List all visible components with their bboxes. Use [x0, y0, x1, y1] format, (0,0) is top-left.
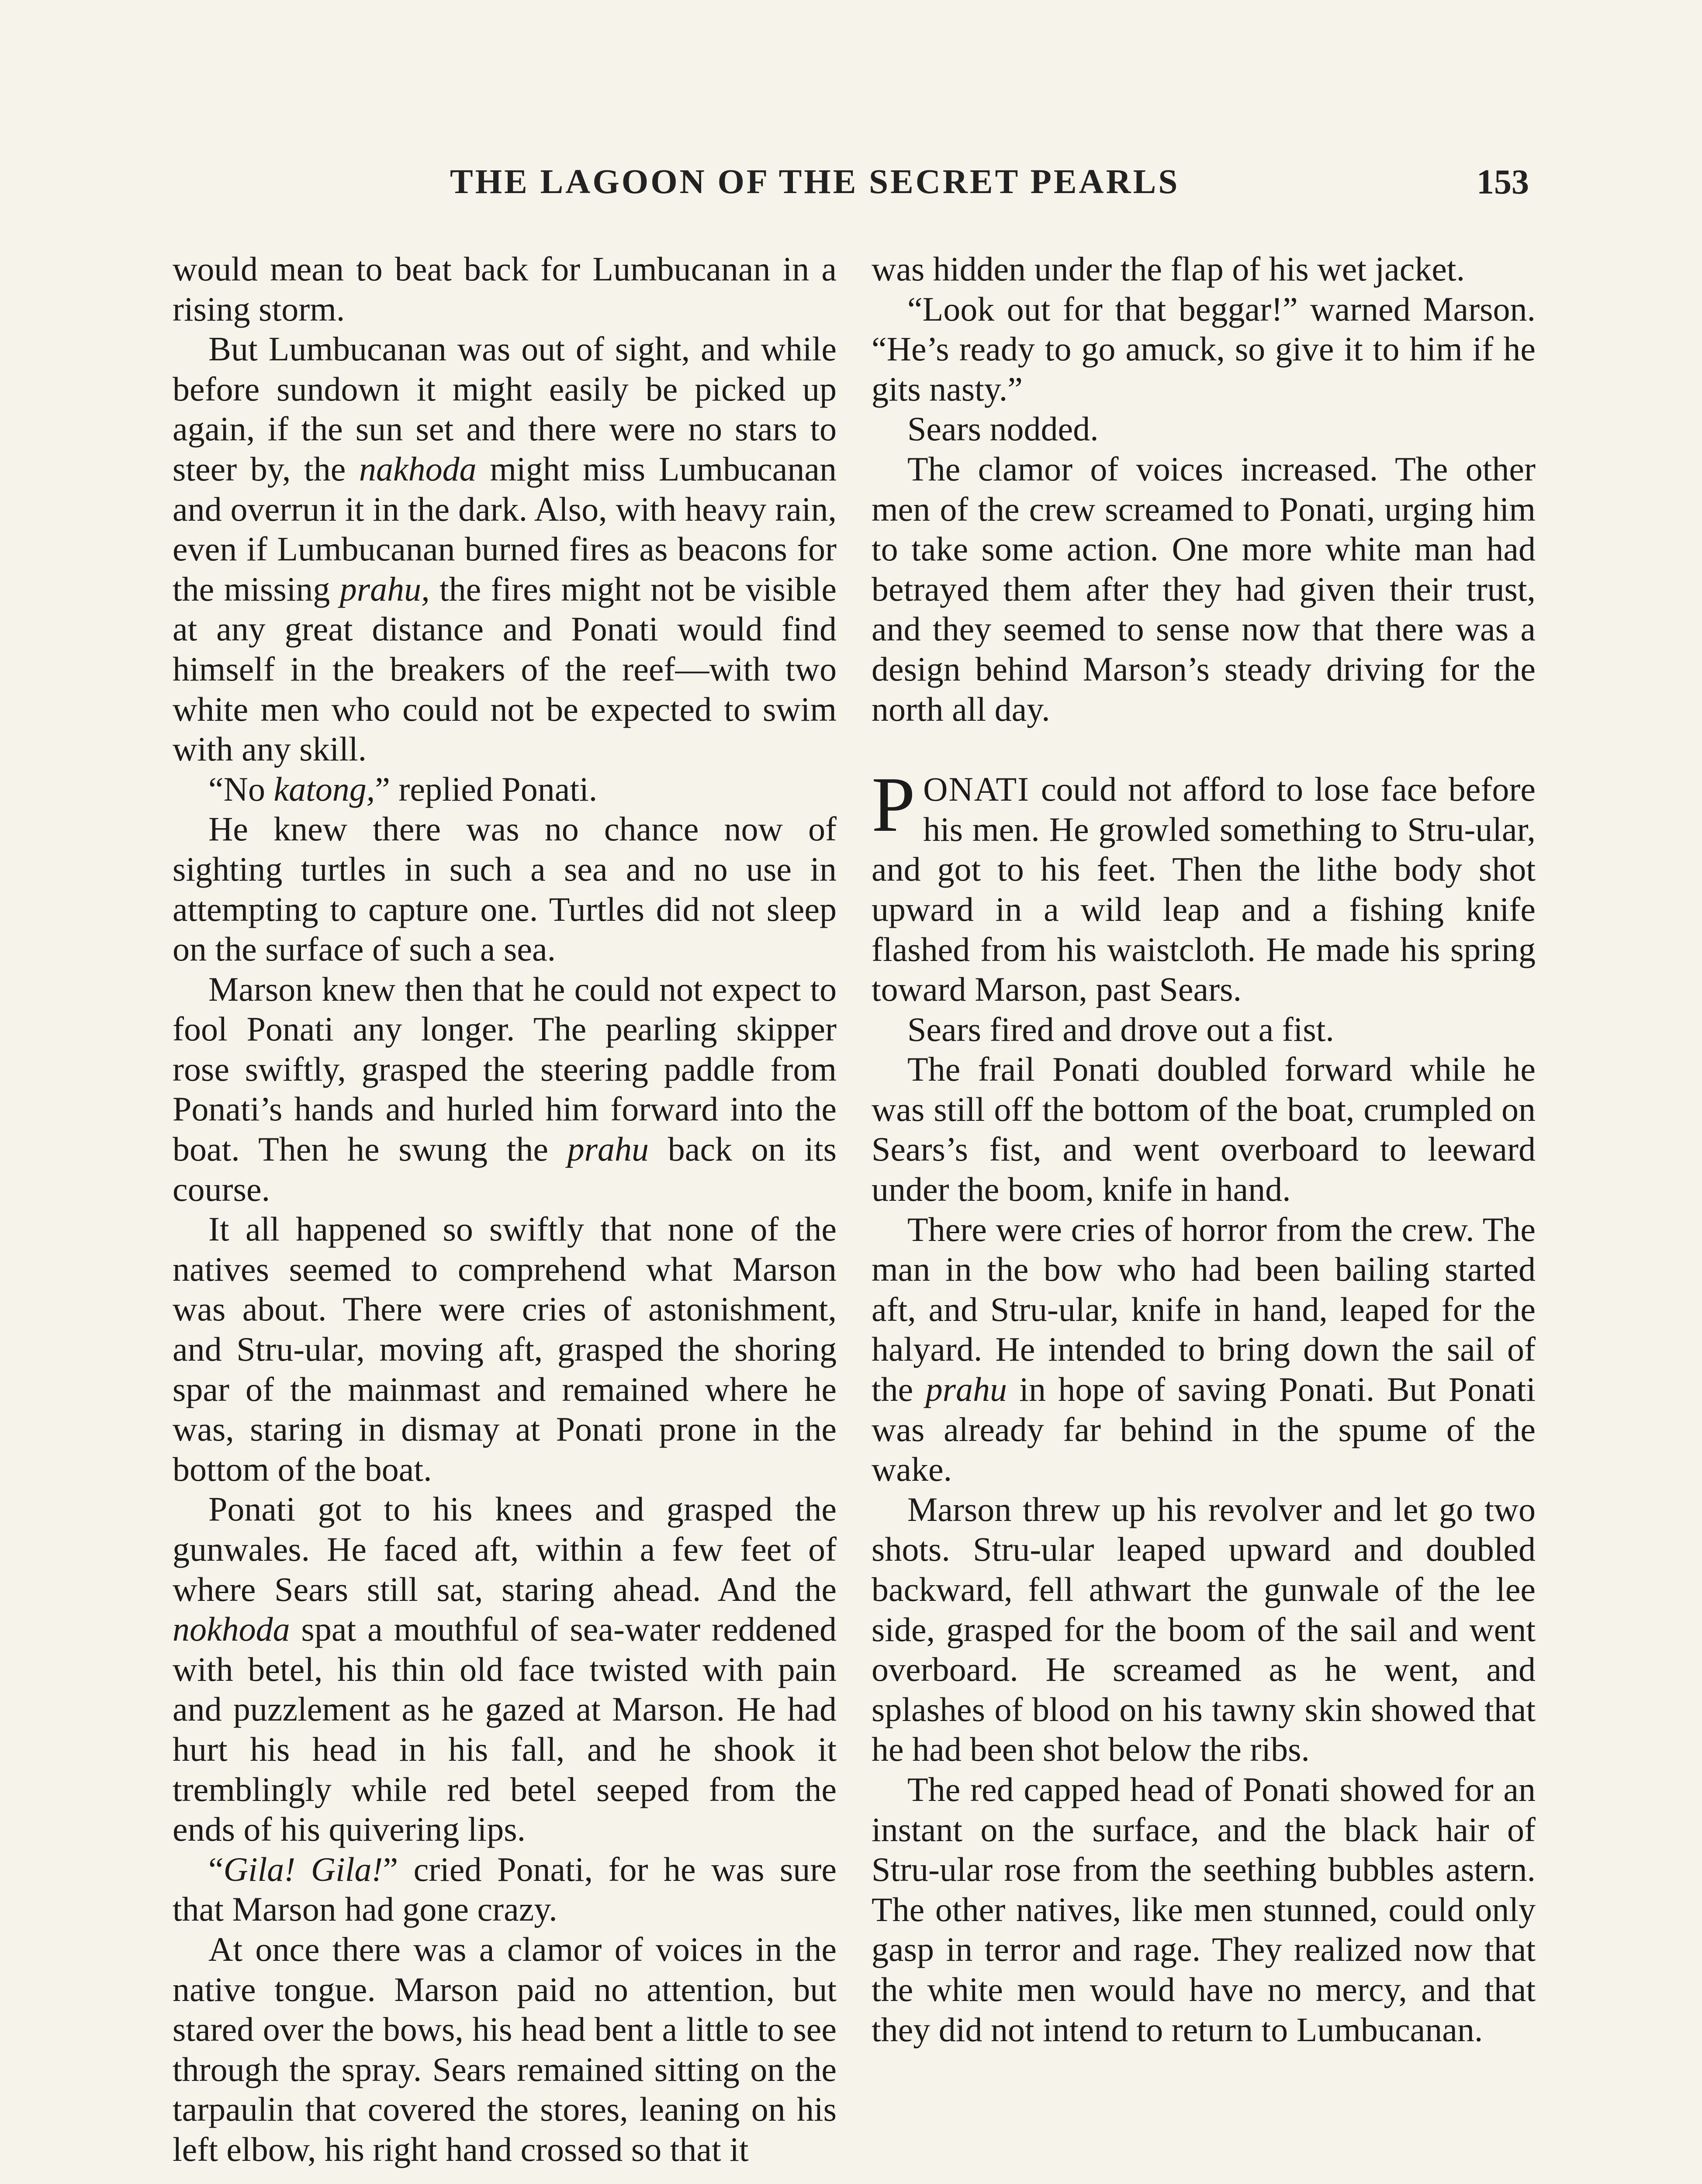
drop-cap: P	[872, 761, 916, 848]
paragraph: It all happened so swiftly that none of the natives seemed to comprehend what Marson was about. There were cries of astonishment, and Stru-ular, moving aft, grasped the shoring spar of the mainmast and remained where he was, staring in dismay at Ponati prone in the bottom of the boat.	[173, 1210, 837, 1488]
paragraph: There were cries of horror from the crew. The man in the bow who had been bailing started aft, and Stru-ular, knife in hand, leaped for the halyard. He intended to bring down the sail of the prahu in hope of saving Ponati. But Ponati was already far behind in the spume of the wake.	[872, 1210, 1536, 1489]
paragraph: was hidden under the flap of his wet jacket.	[872, 250, 1465, 288]
paragraph: Sears fired and drove out a fist.	[907, 1010, 1334, 1048]
paragraph: The clamor of voices increased. The other men of the crew screamed to Ponati, urging him to take some action. One more white man had betrayed them after they had given their trust, and they seemed to sense now that there was a design behind Marson’s steady driving for the north all day.	[872, 449, 1536, 728]
paragraph: would mean to beat back for Lumbucanan in a rising storm.	[173, 250, 837, 328]
left-column	[173, 249, 837, 2170]
paragraph: The red capped head of Ponati showed for an instant on the surface, and the black hair of Stru-ular rose from the seething bubbles astern. The other natives, like men stunned, could only gasp in terror and rage. They realized now that the white men would have no mercy, and that they did not intend to return to Lumbucanan.	[872, 1770, 1536, 2049]
running-title: THE LAGOON OF THE SECRET PEARLS	[450, 163, 1180, 201]
paragraph: The frail Ponati doubled forward while he was still off the bottom of the boat, crumpled on Sears’s fist, and went overboard to leeward under the boom, knife in hand.	[872, 1050, 1536, 1209]
right-column	[872, 249, 1536, 2049]
paragraph: He knew there was no chance now of sighting turtles in such a sea and no use in attempting to capture one. Turtles did not sleep on the surface of such a sea.	[173, 810, 837, 968]
paragraph: Ponati got to his knees and grasped the gunwales. He faced aft, within a few feet of where Sears still sat, staring ahead. And the nokhoda spat a mouthful of sea-water reddened with betel, his thin old face twisted with pain and puzzlement as he gazed at Marson. He had hurt his head in his fall, and he shook it tremblingly while red betel seeped from the ends of his quivering lips.	[173, 1490, 837, 1849]
paragraph: Marson knew then that he could not expect to fool Ponati any longer. The pearling skipper rose swiftly, grasped the steering paddle from Ponati’s hands and hurled him forward into the boat. Then he swung the prahu back on its course.	[173, 970, 837, 1208]
page-number: 153	[1477, 163, 1529, 201]
paragraph: Sears nodded.	[907, 410, 1099, 448]
paragraph: But Lumbucanan was out of sight, and while before sundown it might easily be picked up again, if the sun set and there were no stars to steer by, the nakhoda might miss Lumbucanan and overrun it in the dark. Also, with heavy rain, even if Lumbucanan burned fires as beacons for the missing prahu, the fires might not be visible at any great distance and Ponati would find himself in the breakers of the reef—with two white men who could not be expected to swim with any skill.	[173, 330, 837, 768]
paragraph: “Gila! Gila!” cried Ponati, for he was sure that Marson had gone crazy.	[173, 1850, 837, 1928]
paragraph: Marson threw up his revolver and let go two shots. Stru-ular leaped upward and doubled backward, fell athwart the gunwale of the lee side, grasped for the boom of the sail and went overboard. He screamed as he went, and splashes of blood on his tawny skin showed that he had been shot below the ribs.	[872, 1490, 1536, 1769]
paragraph: PONATI could not afford to lose face before his men. He growled something to Stru-ular, and got to his feet. Then the lithe body shot upward in a wild leap and a fishing knife flashed from his waistcloth. He made his spring toward Marson, past Sears.	[872, 761, 1536, 1009]
paragraph: “No katong,” replied Ponati.	[208, 770, 598, 808]
running-header	[450, 162, 1529, 219]
paragraph: At once there was a clamor of voices in the native tongue. Marson paid no attention, but stared over the bows, his head bent a little to see through the spray. Sears remained sitting on the tarpaulin that covered the stores, leaning on his left elbow, his right hand crossed so that it	[173, 1930, 837, 2168]
paragraph: “Look out for that beggar!” warned Marson. “He’s ready to go amuck, so give it to him if he gits nasty.”	[872, 290, 1536, 408]
